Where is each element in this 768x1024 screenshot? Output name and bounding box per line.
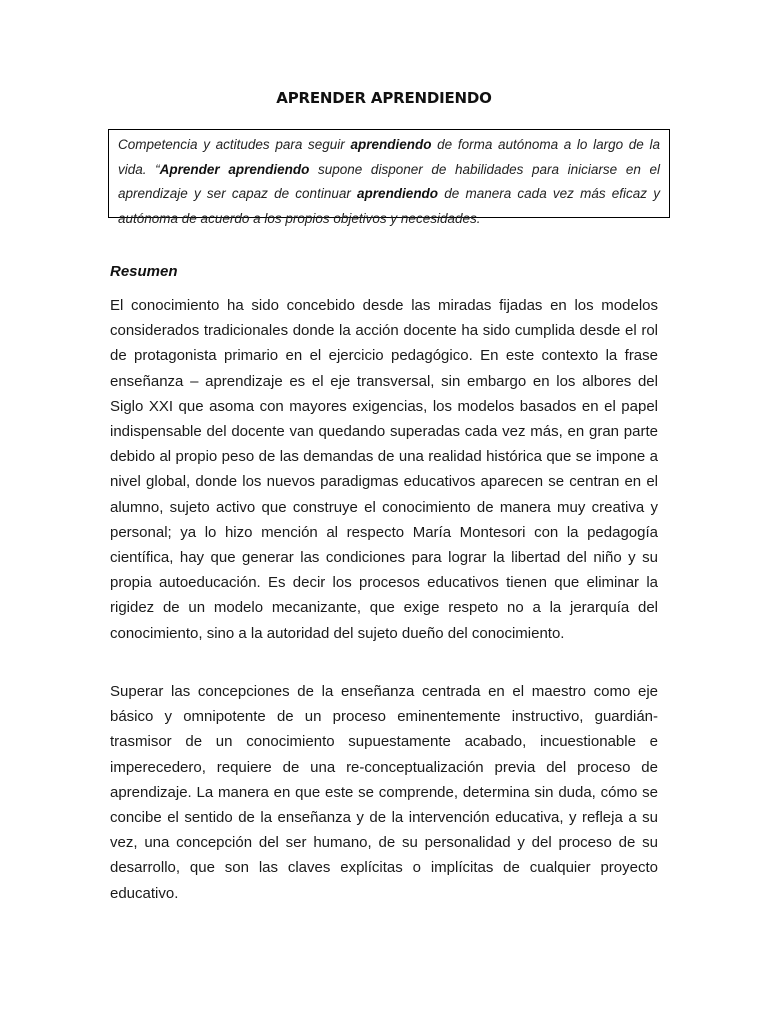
body-paragraph: El conocimiento ha sido concebido desde las miradas fijadas en los modelos considerados tradicionales donde la acción docente ha sido cumplida desde el rol de protagonista primario en el ejercicio pedagógico. En este contexto la frase enseñanza – aprendizaje es el eje transversal, sin embargo en los albores del Siglo XXI que asoma con mayores exigencias, los modelos basados en el papel indispensable del docente van quedando superadas cada vez más, en gran parte debido al propio peso de las demandas de una realidad histórica que se impone a nivel global, donde los nuevos paradigmas educativos aparecen se centran en el alumno, sujeto activo que construye el conocimiento de manera muy creativa y personal; ya lo hizo mención al respecto María Montesori con la pedagogía científica, hay que generar las condiciones para lograr la libertad del niño y su propia autoeducación. Es decir los procesos educativos tienen que eliminar la rigidez de un modelo mecanizante, que exige respeto no a la jerarquía del conocimiento, sino a la autoridad del sujeto dueño del conocimiento.: [110, 297, 658, 642]
definition-box: [108, 129, 670, 226]
definition-keyword: aprendiendo: [357, 186, 439, 201]
definition-text: supone disponer de habilidades para iniciarse en el aprendizaje y ser capaz de continuar: [118, 161, 660, 201]
section-heading: Resumen: [110, 263, 178, 280]
document-title: APRENDER APRENDIENDO: [276, 89, 492, 107]
definition-text: Competencia y actitudes para seguir: [118, 137, 351, 152]
definition-text: de forma autónoma a lo largo de la vida. “: [118, 137, 660, 177]
definition-keyword: aprendiendo: [350, 137, 432, 152]
definition-keyword: Aprender aprendiendo: [159, 161, 310, 177]
definition-text: de manera cada vez más eficaz y autónoma de acuerdo a los propios objetivos y necesidades.: [118, 186, 660, 226]
body-paragraph: Superar las concepciones de la enseñanza centrada en el maestro como eje básico y omnipotente de un proceso eminentemente instructivo, guardián-trasmisor de un conocimiento supuestamente acabado, incuestionable e imperecedero, requiere de una re-conceptualización previa del proceso de aprendizaje. La manera en que este se comprende, determina sin duda, cómo se concibe el sentido de la enseñanza y de la intervención educativa, y refleja a su vez, una concepción del ser humano, de su personalidad y del proceso de su desarrollo, que son las claves explícitas o implícitas de cualquier proyecto educativo.: [110, 683, 658, 902]
